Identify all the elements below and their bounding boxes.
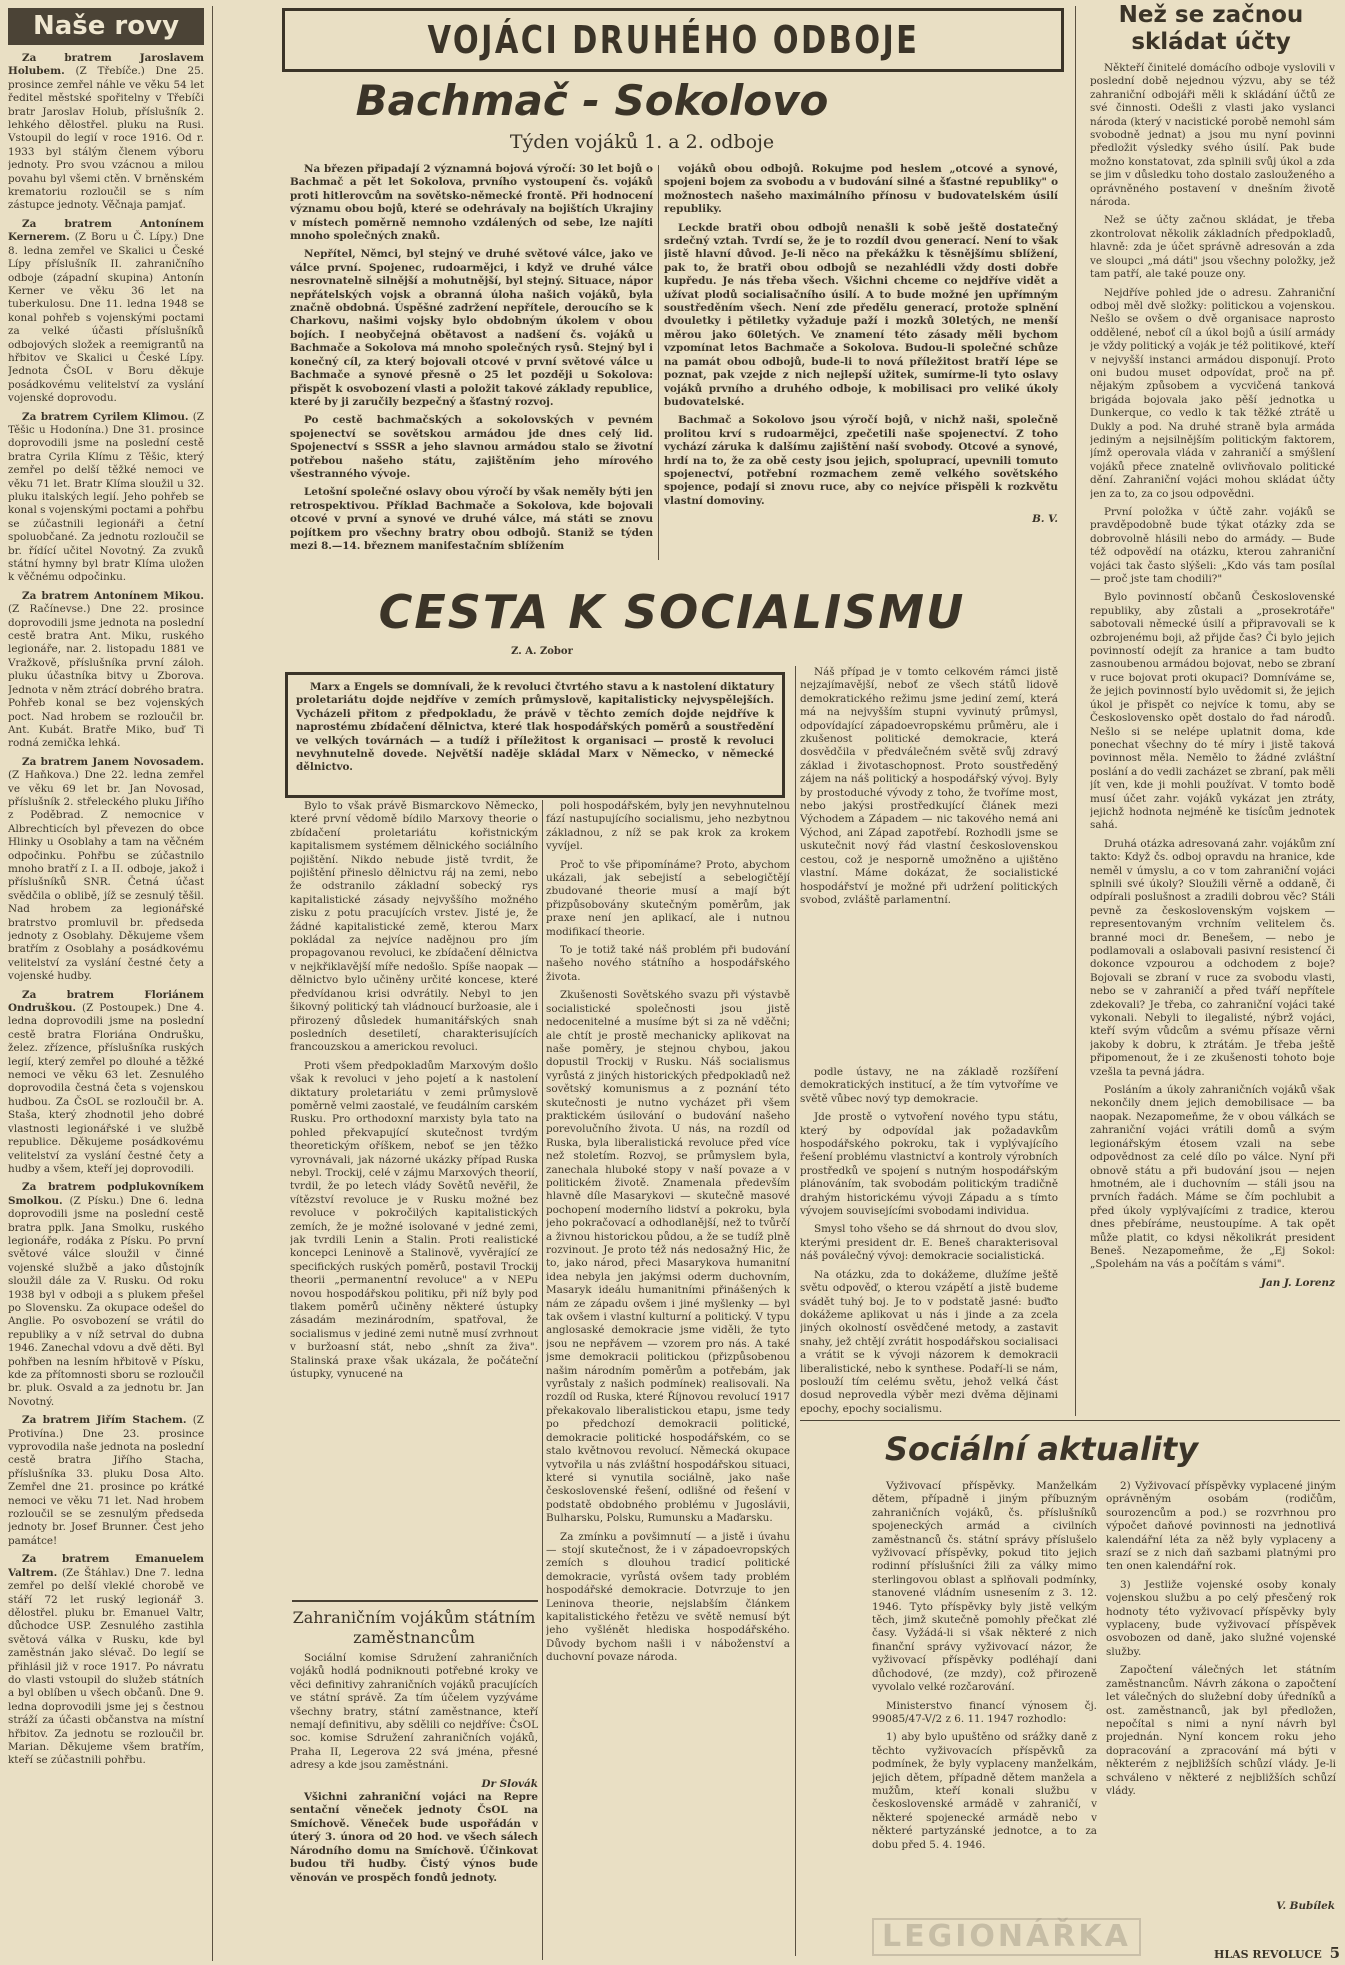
headline-nez-se-zacnou: Než se začnou skládat účty xyxy=(1118,2,1304,55)
cesta-paragraph: Zkušenosti Sovětského svazu při výstavbě socialistické společnosti jsou jistě nedocenitelné a musíme být si za ně vděčni; ale chtít je prostě mechanicky aplikovat na naše poměry, je stejnou chybou, jakou dopustil Trockij v Rusku. Náš socialismus vyrůstá z jiných historických předpokladů než sovětský komunismus a z poznání této skutečnosti je nutno vycházet při všem praktickém úsilování o budování našeho porevolučního života. U nás, na rozdíl od Ruska, byla liberalistická revoluce před více než stoletím. Rozvoj, se průmyslem byla, zanechala hluboké stopy v naší povaze a v politickém životě. Znamenala především hlavně díle Masarykovi — skutečně masové pochopení moderního lidství a pokroku, byla jeho pokračovací a odhodlanější, než to tvůrčí a živnou historickou půdou, a že se tudíž plně rozvinout. Je proto též nás nedosažný Hic, že to, jako národ, přeci Masarykova humanitní idea nebyla jen jakýmsi oderm duchovním, Masaryk ideálu humanitními přinášených k nám ze západu ovšem i jiné myšlenky — byl tak ovšem i vlastní kulturní a politický. V typu anglosaské demokracie jsme viděli, že tyto jsou ne nepřávem — vzorem pro nás. A také jsme demokracii politickou (přizpůsobenou našim národním poměrům a potřebám, jak vyrůstaly z našich podmínek) realisovali. Na rozdíl od Ruska, které Říjnovou revolucí 1917 překakovalo liberalistickou etapu, jsme tedy po předchozí demokracii politické, demokracie politické hospodářském, co se stalo květnovou revolucí. Německá okupace vytvořila u nás zvláštní hospodářskou situaci, které si vynutila sociálně, jako naše československé řešení, odlišné od řešení v podstatě obdobného problému v Jugoslávii, Bulharsku, Polsku, Rumunsku a Maďarsku. xyxy=(546,989,790,1525)
headline-cesta: CESTA K SOCIALISMU xyxy=(378,585,966,639)
obituary-text: (Z Písku.) Dne 6. ledna doprovodili jsme na poslední cestě bratra pplk. Jana Smolku, ruského legionáře, rodáka z Písku. Po první světové válce sloužil v činné vojenské službě a jako důstojník sloužil dále za V. Rusku. Od roku 1938 byl v odboji a s plukem přešel po Slovensku. Za okupace odešel do Anglie. Po osvobození se vrátil do republiky a v níž setrval do dubna 1946. Zanechal vdovu a dvě děti. Byl pohřben na lesním hřbitově v Písku, kde za přítomnosti sboru se rozloučil br. pluk. Osvald a za jednotu br. Jan Novotný. xyxy=(8,1194,204,1408)
obituary xyxy=(8,1553,204,1768)
cesta-column-1 xyxy=(290,800,538,1570)
obituary xyxy=(8,218,204,406)
cesta-paragraph: To je totiž také náš problém při budování našeho nového státního a hospodářského života. xyxy=(546,944,790,983)
right-column-paragraph: Druhá otázka adresovaná zahr. vojákům zní takto: Když čs. odboj opravdu na hranice, kde neměl v úmyslu, a co v tom zahraniční vojáci splnili své úkoly? Sloužili věrně a oddaně, či odpírali poslušnost a zradili dobrou věc? Stáli pevně za československým vojskem — representovaným vrchním velitelem čs. branné moci dr. Benešem, — nebo je podlamovali a oslabovali pasivní resistencí či dokonce vzpourou a odchodem z boje? Bojovali se zbraní v ruce za svobodu vlasti, nebo se v zahraničí a před tváří nepřítele zdekovali? Je třeba, co zahraniční vojáci také vykonali. Nebyli to ilegalisté, nýbrž vojáci, kteří svým vůdcům a svému přísaze věrni jakoby k dobru, k ztrátám. Je třeba ještě připomenout, že i ze zkušenosti tohoto boje vzešla ta pevná jádra. xyxy=(1090,837,1335,1078)
right-column-paragraph: Posláním a úkoly zahraničních vojáků však nekončily dnem jejich demobilisace — ba naopak. Nezapomeňme, že v obou válkách se zahraniční vojáci vrátili domů a svým legionářským étosem vzali na sebe odpovědnost za celé dílo po válce. Nyní při obnově státu a při budování jsou — nejen hmotném, ale i duchovním — stáli jsou na prvních řadách. Máme se čím pochlubit a před úkoly vyplývajícími z tradice, kterou dnes přebíráme, neustoupíme. A tak opět může platit, co kdysi několikrát president Beneš. Nezapomeňme, že „Ej Sokol: „Spolehám na vás a počítám s vámi". xyxy=(1090,1084,1335,1271)
column-divider xyxy=(542,800,543,1960)
headline-socialni-aktuality: Sociální aktuality xyxy=(885,1430,1199,1468)
banner-title: VOJÁCI DRUHÉHO ODBOJE xyxy=(427,18,919,62)
bachmac-paragraph: Leckde bratři obou odbojů nenašli k sobě ještě dostatečný srdečný vztah. Tvrdí se, že je to rozdíl dvou generací. Není to však jistě hlavní důvod. Je-li něco na překážku k těsnějšímu sblížení, pak to, že bratři obou odbojů se nezahlédli vždy dosti dobře kupředu. Je nás třeba všech. Všichni chceme co nejdříve vidět a užívat plodů socialisačního úsilí. A to bude možné jen upřímným soustředěním všech. Není zde předělu generací, protože splnění dvouletky i pětiletky vyžaduje paží i mozků 30letých, ne menší měrou jako 60letých. Ve znamení této zásady měli bychom vzpomínat letos Bachmače a Sokolova. Budou-li společné schůze na památ obou odbojů, bude-li to nová příležitost bratří lépe se poznat, pak vzejde z nich nejlepší užitek, sumírme-li tyto oslavy vojáků prvního a druhého odboje, k mobilisaci pro veliké úkoly budovatelské. xyxy=(664,221,1058,408)
sidebar-text: Sociální komise Sdružení zahraničních vojáků hodlá podniknouti potřebné kroky ve věci definitivy zahraničních vojáků pracujících ve státní správě. Za tím účelem vyzýváme všechny bratry, státní zaměstnance, kteří nemají definitivu, aby sdělili co nejdříve: ČsOL soc. komise Sdružení zahraničních vojáků, Praha II, Legerova 22 svá jména, přesné adresy a kde jsou zaměstnáni. xyxy=(290,1652,538,1772)
author-cesta: Z. A. Zobor xyxy=(511,646,573,657)
cesta-paragraph: Proč to vše připomínáme? Proto, abychom ukázali, jak sebejistí a sebelogičtějí zbudované theorie musí a mají být přizpůsobovány skutečným poměrům, jak praxe není jen aplikací, ale i nutnou modifikací theorie. xyxy=(546,858,790,938)
obituary xyxy=(8,1414,204,1548)
bachmac-paragraph: Letošní společné oslavy obou výročí by však neměly býti jen retrospektivou. Příklad Bachmače a Sokolova, kde bojovali otcové v první a synové ve druhé válce, má státi se znovu pojítkem pro všechny bratry obou odbojů. Staniž se týden mezi 8.—14. březnem manifestačním sblížením xyxy=(290,486,653,552)
social-paragraph: 3) Jestliže vojenské osoby konaly vojenskou službu a po celý přesčený rok hodnoty této vyživovací příspěvky byly vyplaceny, bude vyživovací příspěvek osvobozen od daně, jako služné vojenské služby. xyxy=(1106,1578,1336,1658)
obituary xyxy=(8,1181,204,1409)
bachmac-paragraph: Na březen připadají 2 významná bojová výročí: 30 let bojů o Bachmač a pět let Sokolova, prvního vystoupení čs. vojáků proti hitlerovcům na sovětsko-německé frontě. Při hodnocení významu obou bojů, které se odehrávaly na bojištích Ukrajiny v místech poměrně nemnoho vzdálených od sebe, lze najíti mnoho společných znaků. xyxy=(290,163,653,243)
right-column-body xyxy=(1090,62,1335,1417)
cesta-column-3 xyxy=(800,1066,1058,1416)
cesta-paragraph: Proti všem předpokladům Marxovým došlo však k revoluci v jeho pojetí a k nastolení diktatury proletariátu v zemi průmyslově poměrně velmi zaostalé, ve feudálním carském Rusku. Pro orthodoxní marxisty byla tato na pohled překvapující skutečnost tvrdým theoretickým oříškem, neboť se jen těžko vyrovnávali, jak názorné ukázky případ Ruska nebyl. Trockij, celé v zájmu Marxových theorií, tvrdil, že po letech vlády Sovětů nevěřil, že vítězství revoluce je v Rusku možné bez revoluce v pokročilých kapitalistických zemích, že je možné isolované v jedné zemi, jak tvrdili Lenin a Stalin. Proti realistické koncepci Leninově a Stalinově, vyvěrající ze specifických ruských poměrů, postavil Trockij theorii „permanentní revoluce" a v NEPu novou hospodářskou politiku, při níž byly pod tlakem poměrů učiněny některé ústupky zásadám mezinárodním, spatřoval, že socialismus v jediné zemi nutně musí zvrhnout v buržoasní stát, nebo „shnít za živa". Stalinská praxe však ukázala, že počáteční ústupky, vynucené na xyxy=(290,1059,538,1381)
cesta-paragraph: Náš případ je v tomto celkovém rámci jistě nejzajímavější, neboť ze všech států lidově demokratického režimu jsme jediní zemí, která má na nejvyšším stupni vyvinutý průmysl, odpovídající západoevropskému průměru, ale i zkušenost politické demokracie, která dosvědčila v předválečném světě svůj zdravý základ i životaschopnost. Proto soustředěný zájem na náš politický a hospodářský vývoj. Byly by prostoduché vývody z toho, že tvoříme most, nebo jakýsi prostředkující článek mezi Východem a Západem — nic takového nemá ani Východ, ani Západ zapotřebí. Rozhodli jsme se uskutečnit nový řád vlastní československou cestou, což je nesporně umožněno a ujištěno vlastní. Máme dokázat, že socialistické hospodářství je možné při udržení politických svobod, zvláště parlamentní. xyxy=(800,666,1058,906)
bachmac-column-2 xyxy=(664,163,1058,563)
cesta-paragraph: Za zmínku a povšimnutí — a jistě i úvahu — stojí skutečnost, že i v západoevropských zemích s dlouhou tradicí politické demokracie, vyrůstá ovšem tady problém hospodářské demokracie. Dotvrzuje to jen Leninova theorie, nejslabším článkem kapitalistického řetězu ve světě nemusí být jeho vyšlénět hlediska hospodářského. Důvody bychom našli i v náboženství a duchovní povaze národa. xyxy=(546,1530,790,1664)
obituary-text: (Z Postoupek.) Dne 4. ledna doprovodili jsme na poslední cestě bratra Floriána Ondrušku, želez. zřízence, příslušníka ruských legií, který zemřel po dlouhé a těžké nemoci ve věku 63 let. Zesnulého doprovodila čestná četa s vojenskou hudbou. Za ČsOL se rozloučil br. A. Staša, který zhodnotil jeho dobré vlastnosti legionářské i ve službě republice. Děkujeme posádkovému velitelství za vyslání čestné čety a hudby a všem, kteří jej doprovodili. xyxy=(8,1002,204,1175)
right-column-signature: Jan J. Lorenz xyxy=(1261,1276,1335,1289)
bachmac-paragraph: Bachmač a Sokolovo jsou výročí bojů, v nichž naši, společně prolitou krví s rudoarmějci, zpečetili naše spojenectví. Z toho vychází záruka k dalšímu zajištění naší svobody. Otcové a synové, hrdí na to, že za obě cesty jsou jejich, spoluprací, upevnili tomuto spojenectví, potřební rozmachem země velkého sovětského spojence, podají si znovu ruce, aby co nejvíce přispěli k rozkvětu vlastní domoviny. xyxy=(664,414,1058,507)
right-column-paragraph: Bylo povinností občanů Československé republiky, aby zůstali a „prosekrotáře" sabotovali německé úsilí a připravovali se k ozbrojenému boji, až přijde čas? Či bylo jejich povinností odejít za hranice a tam budto zasnoubenou armádou bojovat, nebo se zbraní v ruce bojovat proti okupaci? Domníváme se, že jejich povinností bylo uvědomit si, že jejich úkol je přispět co nejvíce k tomu, aby se Československo opět dostalo do řad národů. Nešlo si se nelépe uplatnit doma, kde ponechat všechny do té míry i jistě taková povinnost měla. Nemělo to žádné zvláštní poslání a do vedli zacházet se zbraní, pak měli jít ven, kde ji mohli používat. V tomto bodě musí účet zahr. vojáků vykázat jen ztráty, jejichž hodnota nejméně ke tisícům jednotek sahá. xyxy=(1090,591,1335,832)
obituary-title: Za bratrem Antonínem Mikou. xyxy=(22,589,204,602)
social-paragraph: 2) Vyživovací příspěvky vyplacené jiným oprávněným osobám (rodičům, sourozencům a pod.) se rozvrhnou pro výpočet daňové povinnosti na jednotlivá kalendářní léta za něž byly vyplaceny a srazí se z nich daň sazbami platnými pro ten onen kalendářní rok. xyxy=(1106,1480,1336,1573)
cesta-paragraph: Na otázku, zda to dokážeme, dlužíme ještě světu odpověď, o kterou vzápětí a jistě budeme svádět tuhý boj. Je to v podstatě jasné: buďto dokážeme aplikovat u nás i jinde a za zcela jiných okolností osvědčené metody, a zastavit snahy, jež chtějí zvrátit hospodářskou socialisaci a vrátit se k vývoji názorem k demokracii liberalistické, nebo k synthese. Podaří-li se nám, poslouží tím celému světu, jehož velká část dosud neprovedla výběr mezi dvěma dějinami epochy, epochy socialismu. xyxy=(800,1268,1058,1415)
cesta-right-top xyxy=(800,666,1058,1066)
obituary xyxy=(8,411,204,585)
obituary-text: (Z Třebíče.) Dne 25. prosince zemřel náhle ve věku 54 let ředitel městské spořitelny v Třebíči bratr Jaroslav Holub, příslušník 2. lehkého dělostřel. pluku na Rusi. Vstoupil do legií v roce 1916. Od r. 1933 byl stálým členem výboru jednoty. Pro svou vzácnou a milou povahu byl všemi ctěn. V brněnském krematoriu rozloučil se s ním zástupce jednoty. Věčnaja pamjať. xyxy=(8,65,204,212)
social-column-2 xyxy=(1106,1480,1336,1896)
obituary-title: Za bratrem Emanuelem Valtrem. xyxy=(8,1553,204,1579)
social-paragraph: Vyživovací příspěvky. Manželkám dětem, případně i jiným příbuzným zahraničních vojáků, čs. příslušníků spojeneckých armád a civilních zaměstnanců čs. státní správy příslušelo vyživovací příspěvky, pokud tito jejich rodinní příslušníci žili za války mimo sterlingovou oblast a splňovali podmínky, stanovené vládním usnesením z 3. 12. 1946. Tyto příspěvky byly jistě velkým těch, jimž skutečně pomohly přečkat zlé časy. Vyžádá-li si však některé z nich finanční správy vyživovací názor, že vyživovací příspěvky podléhají dani důchodové, (ze mzdy), což přirozeně vyvolalo velké rozčarování. xyxy=(872,1480,1097,1694)
masthead: HLAS REVOLUCE xyxy=(1213,1948,1322,1961)
obituary-text: (Z Račínevse.) Dne 22. prosince doprovodili jsme jednota na poslední cestě bratra Ant. Miku, ruského legionáře, nar. 2. listopadu 1881 ve Vražkově, příslušníka první záloh. pluku účastníka bitvy u Zborova. Jednota v něm ztrácí dobrého bratra. Pohřeb konal se bez vojenských poct. Nad hrobem se rozloučil br. Ant. Kubát. Bratře Miko, buď Ti rodná zemička lehká. xyxy=(8,603,204,750)
column-divider xyxy=(1075,6,1076,1416)
obituary-title: Za bratrem podplukovníkem Smolkou. xyxy=(8,1181,204,1207)
footer xyxy=(1185,1944,1340,1962)
obituary xyxy=(8,989,204,1177)
right-column-paragraph: Než se účty začnou skládat, je třeba zkontrolovat několik základních předpokladů, hlavně: zda je účet správně adresován a zda ve sloupci „má dáti" jsou všechny položky, jež tam patří, ale také pouze ony. xyxy=(1090,214,1335,281)
obituary-title: Za bratrem Jaroslavem Holubem. xyxy=(8,52,204,78)
obituary-title: Za bratrem Antonínem Kernerem. xyxy=(8,217,204,244)
obituary xyxy=(8,756,204,984)
right-column-paragraph: Někteří činitelé domácího odboje vyslovili v poslední době nejednou výzvu, aby se též zahraniční odbojáři měli k skládání účtů ze své činnosti. Odešli z vlasti jako vyslanci národa (který v nacistické porobě nemohl sám svobodně jednat) a jsou mu nyní povinni předložit výsledky svého úsilí. Pak bude možno konstatovat, zda splnili svůj úkol a zda se jim v důsledku toho dostalo zaslouženého a oprávněného postavení v dnešním životě národa. xyxy=(1090,62,1335,209)
section-rule xyxy=(800,1420,1340,1421)
cesta-paragraph: Smysl toho všeho se dá shrnout do dvou slov, kterými president dr. E. Beneš charakterisoval náš poválečný vývoj: demokracie socialistická. xyxy=(800,1223,1058,1263)
page-number: 5 xyxy=(1329,1944,1340,1962)
obituary xyxy=(8,52,204,213)
cesta-paragraph: poli hospodářském, byly jen nevyhnutelnou fází nastupujícího socialismu, jeho nezbytnou základnou, z níž se pak krok za krokem vyvíjel. xyxy=(546,800,790,853)
obituary-text: (Z Protivína.) Dne 23. prosince vyprovodila naše jednota na poslední cestě bratra Jiřího Stacha, příslušníka 33. pluku Dosa Alto. Zemřel dne 21. prosince po krátké nemoci ve věku 71 let. Nad hrobem rozloučil se se zesnulým předseda jednoty br. Josef Brunner. Čest jeho památce! xyxy=(8,1414,204,1547)
obituary-text: (Z Haňkova.) Dne 22. ledna zemřel ve věku 69 let br. Jan Novosad, příslušník 2. střeleckého pluku Jiřího z Poděbrad. Z nemocnice v Albrechticích byl převezen do obce Hlinky u Osoblahy a tam na věčném odpočinku. Pohřbu se zúčastnilo mnoho bratří z I. a II. odboje, jakož i příslušníků SNR. Četná účast svědčila o oblibě, jíž se zesnulý těšil. Nad hrobem za legionářské bratrstvo promluvil br. předseda jednoty z Osoblahy. Děkujeme všem bratřím z Osoblahy a posádkovému velitelství za vyslání čestné čety a vojenské hudby. xyxy=(8,769,204,983)
column-divider xyxy=(658,165,659,560)
column-divider xyxy=(795,666,796,1956)
bachmac-paragraph: vojáků obou odbojů. Rokujme pod heslem „otcové a synové, spojeni bojem za svobodu a v budování silné a šťastné republiky" o možnostech našeho maximálního přínosu v budovatelském úsilí republiky. xyxy=(664,163,1058,216)
cesta-paragraph: podle ústavy, ne na základě rozšíření demokratických institucí, a že tím vytvoříme ve světě vůbec nový typ demokracie. xyxy=(800,1066,1058,1105)
obituary-title: Za bratrem Floriánem Ondruškou. xyxy=(8,988,204,1015)
section-header-nase-rovy: Naše rovy xyxy=(8,8,204,45)
obituary-text: (Z Těšic u Hodonína.) Dne 31. prosince doprovodili jsme na poslední cestě bratra Cyrila Klímu z Těšic, který zemřel po delší těžké nemoci ve věku 71 let. Bratr Klíma sloužil u 32. pluku italských legií. Jeho pohřeb se konal s vojenskými poctami a pohřbu se zúčastnili legionáři a četní spoluobčané. Za jednotu rozloučil se br. řídící učitel Novotný. Za zvuků státní hymny byl bratr Klíma uložen k věčnému odpočinku. xyxy=(8,410,204,584)
headline-zahranicnim: Zahraničním vojákům státním zaměstnancům xyxy=(292,1608,536,1647)
cesta-intro: Marx a Engels se domnívali, že k revoluci čtvrtého stavu a k nastolení diktatury proletariátu dojde nejdříve v zemích průmyslově, kapitalisticky nejvyspělejších. Vycházeli přitom z předpokladu, že právě v těchto zemích dojde nejdříve k naprostému zbídačení dělnictva, které tlak hospodářských poměrů a soustředění ve velkých továrnách — a tudíž i příležitost k organisaci — prostě k revoluci nevyhnutelně dovede. Největší naděje skládal Marx v Německo, v německé dělnictvo. xyxy=(296,681,774,774)
column-divider xyxy=(212,6,213,1961)
obituary-title: Za bratrem Jiřím Stachem. xyxy=(22,1414,187,1427)
subheadline-bachmac: Týden vojáků 1. a 2. odboje xyxy=(509,131,775,153)
obituary-text: (Ze Štáhlav.) Dne 7. ledna zemřel po delší vleklé chorobě ve stáří 72 let ruský legionář 3. dělostřel. pluku br. Emanuel Valtr, důchodce USP. Zesnulého zastihla světová válka v Rusku, kde byl zaměstnán jako slévač. Do legií se přihlásil již v roce 1917. Po návratu do vlasti vstoupil do služeb státních a byl oblíben u všech občanů. Dne 9. ledna doprovodili jsme jej s čestnou stráží za účasti občanstva na místní hřbitov. Za jednotu se rozloučil br. Marian. Děkujeme všem bratřím, kteří se zúčastnili pohřbu. xyxy=(8,1566,204,1767)
bachmac-paragraph: Po cestě bachmačských a sokolovských v pevném spojenectví se sovětskou armádou jde dnes celý lid. Spojenectví s SSSR a jeho slavnou armádou stalo se životní potřebou našeho státu, zajištěním jeho mírového všestranného vývoje. xyxy=(290,414,653,480)
obituary-text: (Z Boru u Č. Lípy.) Dne 8. ledna zemřel ve Skalici u České Lípy příslušník II. zahraničního odboje (západní skupina) Antonín Kerner ve věku 36 let na tuberkulosu. Dne 11. ledna 1948 se konal pohřeb s vojenskými poctami za velké účasti příslušníků odbojových složek a reemigrantů na hřbitov ve Skalici u České Lípy. Jednota ČsOL v Boru děkuje posádkovému velitelství za vyslání vojenské doprovodu. xyxy=(8,231,204,405)
right-column-paragraph: První položka v účtě zahr. vojáků se pravděpodobně bude týkat otázky zda se dobrovolně hlásili nebo do armády. — Bude též odpovědí na otázku, kterou zahraniční vojáci tak často slýšeli: „Kdo vás tam posílal — proč jste tam chodili?" xyxy=(1090,506,1335,586)
watermark-stamp: LEGIONÁŘKA xyxy=(872,1918,1141,1956)
social-paragraph: 1) aby bylo upuštěno od srážky daně z těchto vyživovacích příspěvků za podmínek, že byly vyplaceny manželkám, jejich dětem, případně dětem manžela a mužům, kteří konali službu v československé armádě v zahraničí, v některé spojenecké armádě nebo v některé partyzánské jednotce, a to za dobu před 5. 4. 1946. xyxy=(872,1731,1097,1851)
cesta-intro-box xyxy=(285,672,785,798)
cesta-column-2 xyxy=(546,800,790,1960)
social-signature: V. Bubílek xyxy=(1276,1900,1335,1912)
sidebar-body xyxy=(290,1652,538,1957)
sidebar-notice: Všichni zahraniční vojáci na Repre sentační věneček jednoty ČsOL na Smíchově. Věneček bude uspořádán v úterý 3. února od 20 hod. ve všech sálech Národního domu na Smíchově. Účinkovat budou tři hudby. Čistý výnos bude věnován ve prospěch fondů jednoty. xyxy=(290,1791,538,1884)
right-column-paragraph: Nejdříve pohled jde o adresu. Zahraniční odboj měl dvě složky: politickou a vojenskou. Nešlo se ovšem o dvě organisace naprosto oddělené, neboť cíl a úkol bojů a úsilí armády je vždy politický a voják je též politikové, kteří v nejvyšší instanci armádou disponují. Proto oni budou muset odpovídat, proč na př. nějakým způsobem a vycvičená tanková brigáda bojovala jako pěší jednotka u Dunkerque, co vedlo k tak těžké ztrátě u Dukly a pod. Na druhé straně byla armáda jediným a nejsilnějším politickým faktorem, jímž operovala vláda v zahraničí a smýšlení vojáků přece znatelně ovlivňovalo politické dění. Zahraniční vojáci mohou skládat účty jen za to, za co jsou odpovědni. xyxy=(1090,286,1335,500)
cesta-paragraph: Jde prostě o vytvoření nového typu státu, který by odpovídal jak požadavkům hospodářského pokroku, tak i vyplývajícího řešení problému vlastnictví a kontroly výrobních prostředků ve spojení s nutným hospodářským plánováním, tak svobodám politickým tradičně drahým historickému vývoji Západu a s tímto vývojem souvisejícími svobodami individua. xyxy=(800,1111,1058,1218)
social-paragraph: Ministerstvo financí výnosem čj. 99085/47-V/2 z 6. 11. 1947 rozhodlo: xyxy=(872,1699,1097,1725)
sidebar-signature: Dr Slovák xyxy=(481,1777,538,1790)
headline-bachmac: Bachmač - Sokolovo xyxy=(355,76,829,125)
bachmac-column-1 xyxy=(290,163,653,563)
obituary-title: Za bratrem Cyrilem Klimou. xyxy=(22,410,189,423)
cesta-paragraph: Bylo to však právě Bismarckovo Německo, které první vědomě bídilo Marxovy theorie o zbídačení proletariátu kořistnickým kapitalismem systémem dělnického sociálního pojištění. Nikdo nebude jistě tvrdit, že pojištění přineslo dělnictvu ráj na zemi, nebo že odstranilo základní sobecký rys kapitalistické zásady nejvyššího možného zisku z potu pracujících vrstev. Jisté je, že žádné kapitalistické země, kterou Marx pokládal za nejvíce nadějnou pro jím propagovanou revoluci, ke zbídačení dělnictva v nejkřiklavější míře nedošlo. Spíše naopak — dělnictvo bylo učiněny určité koncese, které předvídanou krisi odvrátily. Nebyl to jen šikovný politický tah vládnoucí buržoasie, ale i přirozený důsledek humanitářských snah posledních desetiletí, charakterisujících francouzskou a americkou revoluci. xyxy=(290,800,538,1054)
social-column-1 xyxy=(872,1480,1097,1908)
bachmac-paragraph: Nepřítel, Němci, byl stejný ve druhé světové válce, jako ve válce první. Spojenec, rudoarmějci, i když ve druhé válce nesrovnatelně silnější a mohutnější, byl stejný. Situace, nápor nepřátelských vojsk a obranná úloha našich vojáků, byla značně obdobná. Úspěšné zadržení nepřítele, deroucího se k Charkovu, našimi vojsky bylo obdobným úkolem v obou bojích. I neobyčejná obětavost a nadšení čs. vojáků u Bachmače a Sokolova má mnoho společných rysů. Stejný byl i konečný cíl, za který bojovali otcové v první světové válce u Bachmače a synové přesně o 25 let později u Sokolova: přispět k osvobození vlasti a položit takové základy republice, které by ji zaručily bezpečný a šťastný rozvoj. xyxy=(290,248,653,408)
bachmac-signature: B. V. xyxy=(1032,513,1058,526)
social-paragraph: Započtení válečných let státním zaměstnancům. Návrh zákona o započtení let válečných do služební doby úředníků a ost. zaměstnanců, jak byl předložen, nepočítal s nimi a nyní návrh byl projednán. Nyní koncem roku jeho dopracování a zpracování má býti v některém z nejbližších schůzí vlády. Je-li schváleno v některé z nejbližších schůzí vlády. xyxy=(1106,1664,1336,1797)
obituaries-column xyxy=(8,52,204,1957)
banner-box xyxy=(282,8,1064,72)
obituary-title: Za bratrem Janem Novosadem. xyxy=(22,755,204,768)
section-rule xyxy=(292,1600,538,1602)
obituary xyxy=(8,590,204,751)
